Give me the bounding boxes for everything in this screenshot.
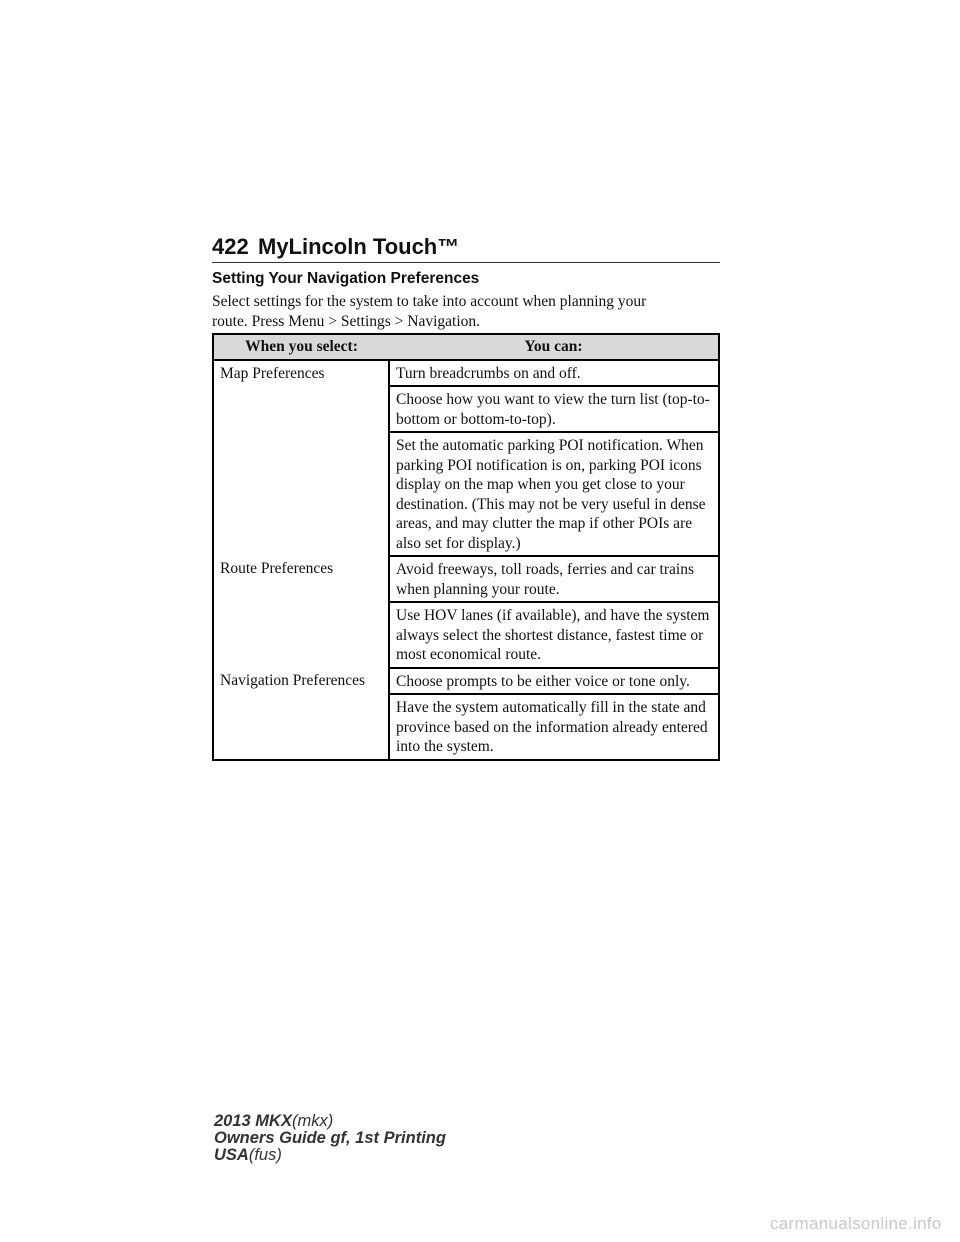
col-header-selection: When you select: bbox=[213, 334, 389, 360]
row-selection-route-preferences: Route Preferences bbox=[220, 560, 334, 577]
table-header-row bbox=[213, 334, 719, 360]
row-action: Avoid freeways, toll roads, ferries and car trains when planning your route. bbox=[389, 556, 719, 602]
table-row bbox=[213, 556, 719, 602]
watermark: carmanualsonline.info bbox=[770, 1214, 942, 1233]
row-action: Use HOV lanes (if available), and have the system always select the shortest distance, fastest time or most economical route. bbox=[389, 602, 719, 668]
row-action: Set the automatic parking POI notification. When parking POI notification is on, parking POI icons display on the map when you get close to your destination. (This may not be very useful in dense areas, and may clutter the map if other POIs are also set for display.) bbox=[389, 432, 719, 556]
footer-guide: Owners Guide gf, 1st Printing bbox=[214, 1129, 446, 1147]
intro-line-2: route. Press Menu > Settings > Navigation. bbox=[212, 312, 481, 330]
row-action: Choose how you want to view the turn list (top-to-bottom or bottom-to-top). bbox=[389, 386, 719, 432]
row-selection-navigation-preferences: Navigation Preferences bbox=[220, 671, 366, 689]
preferences-table bbox=[212, 333, 720, 761]
intro-paragraph bbox=[212, 292, 720, 331]
row-action: Choose prompts to be either voice or tone only. bbox=[389, 668, 719, 695]
footer-line-2 bbox=[214, 1130, 446, 1147]
footer-model: 2013 MKX bbox=[214, 1112, 292, 1130]
page-number: 422 bbox=[212, 234, 249, 259]
footer-model-code: (mkx) bbox=[291, 1112, 334, 1130]
intro-line-1: Select settings for the system to take into account when planning your bbox=[212, 293, 647, 310]
table-row bbox=[213, 668, 719, 695]
footer-line-1 bbox=[214, 1113, 446, 1130]
section-heading: Setting Your Navigation Preferences bbox=[212, 270, 480, 287]
table-row bbox=[213, 360, 719, 387]
print-footer bbox=[214, 1113, 446, 1164]
page-header bbox=[212, 236, 720, 263]
row-action: Turn breadcrumbs on and off. bbox=[389, 360, 719, 387]
chapter-title: MyLincoln Touch™ bbox=[258, 234, 460, 259]
row-selection-map-preferences: Map Preferences bbox=[220, 364, 325, 382]
footer-line-3 bbox=[214, 1147, 446, 1164]
footer-market-code: (fus) bbox=[248, 1146, 282, 1164]
row-action: Have the system automatically fill in the state and province based on the information already entered into the system. bbox=[389, 694, 719, 760]
col-header-action: You can: bbox=[389, 334, 719, 360]
footer-market: USA bbox=[214, 1146, 249, 1164]
